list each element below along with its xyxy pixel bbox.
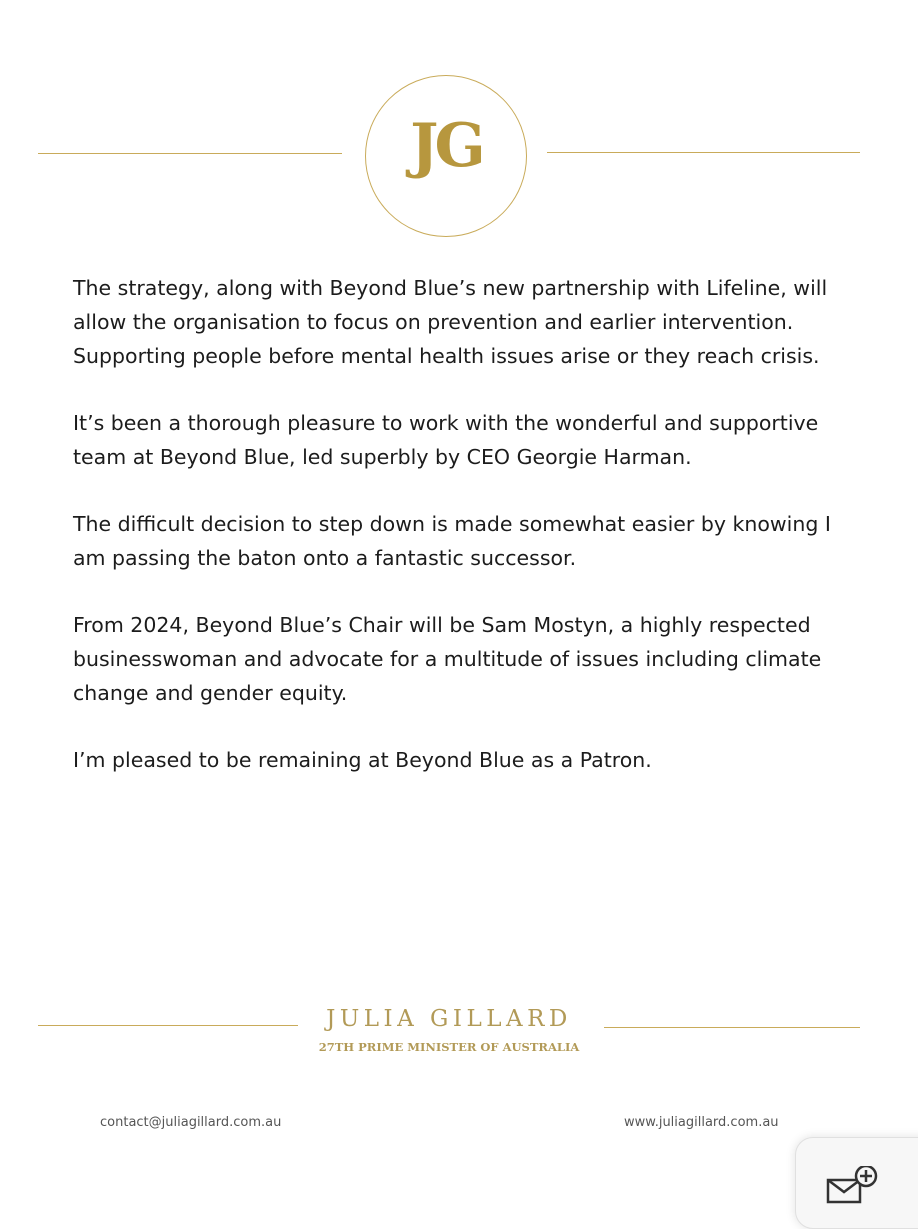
website-url: www.juliagillard.com.au (624, 1115, 779, 1130)
contact-email: contact@juliagillard.com.au (100, 1115, 282, 1130)
header-rule-right (547, 152, 860, 153)
signature-title: 27TH PRIME MINISTER OF AUSTRALIA (318, 1040, 580, 1054)
paragraph-5: I’m pleased to be remaining at Beyond Blue as a Patron. (73, 748, 652, 772)
signature-rule-left (38, 1025, 298, 1026)
monogram-text: JG (410, 111, 482, 181)
compose-mail-plus-icon (826, 1166, 886, 1206)
paragraph-3: The difficult decision to step down is made somewhat easier by knowing I am passing the baton onto a fantastic successor. (73, 512, 831, 570)
signature-name: JULIA GILLARD (326, 1006, 572, 1032)
letter-body (73, 271, 863, 810)
paragraph-2: It’s been a thorough pleasure to work with the wonderful and supportive team at Beyond Blue, led superbly by CEO Georgie Harman. (73, 411, 819, 469)
monogram-seal (365, 75, 527, 237)
signature-rule-right (604, 1027, 860, 1028)
compose-button[interactable] (795, 1137, 918, 1229)
paragraph-1: The strategy, along with Beyond Blue’s new partnership with Lifeline, will allow the organisation to focus on prevention and earlier intervention. Supporting people before mental health issues arise or they reach crisis. (73, 276, 828, 368)
paragraph-4: From 2024, Beyond Blue’s Chair will be Sam Mostyn, a highly respected businesswoman and advocate for a multitude of issues including climate change and gender equity. (73, 613, 822, 705)
header-rule-left (38, 153, 342, 154)
